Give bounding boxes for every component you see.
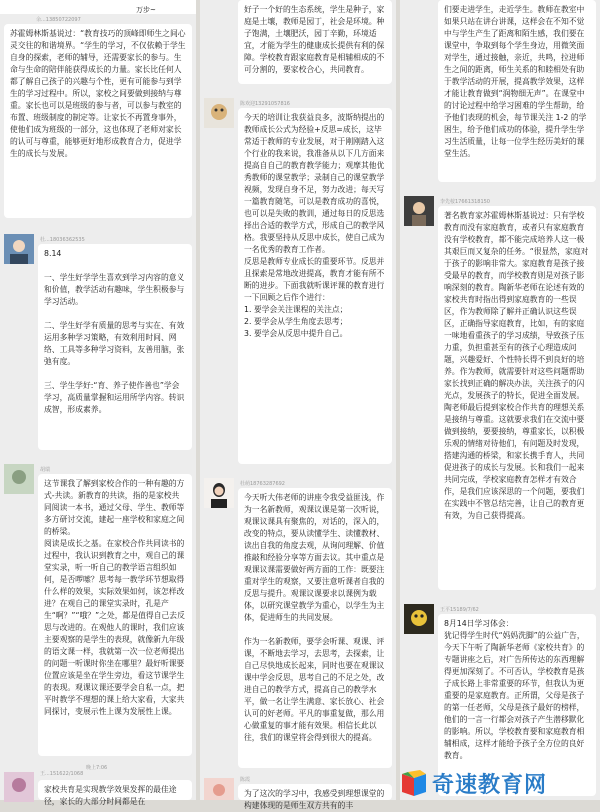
sender-name: 余...13850722097 — [36, 17, 81, 23]
message-text: 今天的培训让我获益良多，波斯纳提出的教师成长公式为经验+反思=成长，这毕常适于教师的专业发展，对于刚刚踏入这个行业的我来说，我准备从以下几方面来提高自自己的教育教学能力；观摩其他优秀教师的课堂教学；录制自己的课堂教学视频，发现自身不足，努力改进；每天写一篇教育随笔，可以是教育成功的喜悦，也可以是失败的教训，通过每日的反思选择出合适的教学方式，形成自己的教学风格。我要坚持从反思中成长，使自己成为一名优秀的教育工作者。 反思是教师专业成长的重要环节。反思并且探索是常地改进提高，教育才能有所不断的进步。下面我就听课评课的教育进行一下回顾之后作个进行： 1. 要学会关注课程的关注点； 2. 要学会从学生角度去思考； 3. 要学会从反思中提升自己。 — [238, 108, 392, 464]
message-text: 这节课我了解到家校合作的一种有趣的方式-共读。新教育的共读，指的是家校共同阅读一本书，通过父母、学生、教师等多方研讨交流，建起一座学校和家庭之间的桥梁。 阅读是成长之基。在家校合作共同读书的过程中，我认识到教育之中，观自己的课堂实录，听一听自己的教学语言组织如何，是否啰嗦？思考每一教学环节想取得什么样的效果，实际效果如何，该怎样改进？在观自己的课堂实录时，孔是产生“啊？”“哦？”之处，都是值得自己去反思与改进的。在观他人的课时，我们应该主要观察的是学生的表现，就像新九年级的语文课一样，我就第一次一位老师提出的问题一听课时你坐在哪里？最好听课要位置应该是坐在学生旁边，看这节课学生的表现。观课议课还要学会自私一点，把平时教学不理想的课上给大家看，大家共同探讨，变展示性上课为发展性上课。 — [38, 474, 192, 756]
screenshot-column-3 — [400, 0, 600, 800]
message-text: 家校共育是实现教学效果发挥的最佳途径，家长的大部分时间都是在 — [38, 780, 192, 800]
book-logo-icon — [400, 770, 428, 796]
chat-message — [200, 0, 396, 88]
avatar-icon — [4, 772, 34, 802]
avatar[interactable] — [204, 98, 234, 128]
sender-name: 王...151622/1068 — [40, 771, 84, 777]
avatar-icon — [204, 778, 234, 800]
avatar[interactable] — [404, 196, 434, 226]
site-logo — [400, 768, 596, 798]
message-text: 万步~ — [130, 0, 192, 14]
timestamp: 晚上7:06 — [86, 765, 108, 771]
screenshot-column-2 — [200, 0, 396, 810]
message-text: 为了这次的学习中，我感受到理想课堂的构建体现的是师生双方共有的丰 — [238, 784, 392, 800]
chat-message — [200, 92, 396, 468]
avatar-icon — [4, 464, 34, 494]
chat-message — [400, 0, 600, 186]
chat-message — [0, 228, 196, 454]
chat-message — [0, 768, 196, 806]
sender-name: 杜萌18763287692 — [240, 481, 285, 487]
sender-name: 陈欢迎13291057816 — [240, 101, 290, 107]
chat-message — [200, 776, 396, 810]
message-text: 好子一个好的生态系统，学生是种子，家庭是土壤，教师是园丁，社会是环境。种子饱满，土壤肥沃，园丁辛勤，环境适宜，才能为学生的健康成长提供有利的保障。学校教育跟家庭教育是相辅相成的不可分割的，要家校合心，共同教育。 — [238, 0, 392, 84]
avatar[interactable] — [204, 478, 234, 508]
chat-message — [0, 14, 196, 222]
avatar-icon — [404, 604, 434, 634]
sender-name: 胡瑞 — [40, 467, 51, 473]
avatar[interactable] — [4, 772, 34, 802]
avatar[interactable] — [204, 778, 234, 800]
sender-name: 王平15189/7/62 — [440, 607, 479, 613]
avatar-icon — [404, 196, 434, 226]
sender-name: 陈霞 — [240, 777, 251, 783]
avatar[interactable] — [4, 464, 34, 494]
message-text: 苏霍姆林斯基说过：“教育技巧的顶峰即师生之间心灵交往的和谐境界。“学生的学习，不仅依赖于学生自身的探索，老师的辅导，还需要家长的参与。生命与生命的陪伴能获得成长的力量。家长比任何人都了解自己孩子的兴趣与个性，更有可能参与到学生的学习过程中。所以，家校之间要做到接纳与尊重。家长也可以是班级的参与者，可以参与教室的布置、班级制度的制定等。让家长不再置身事外，使他们成为班级的一部分，这也体现了老师对家长的认可与尊重，能够更好地形成教育合力，促进学生的成长与发展。 — [4, 24, 192, 218]
screenshot-column-1 — [0, 0, 196, 806]
message-fragment — [0, 0, 196, 14]
message-text: 今天听大伟老师的讲座令我受益匪浅，作为一名新教师，观课议课是第一次听说，观课议课具有聚焦的，对话的，深入的，改变的特点，要从读懂学生、读懂教材、读出自我的角度去观，从询问理解、价值推敲和经验分享等方面去议。其中重点是观课议课需要做好两方面的工作：既要注重对学生的观察，又要注意听课者自我的反思与提升。观课议课要求以课例为载体，以研究课堂教学为重心，以学生为主体，促进师生的共同发展。 作为一名新教师，要学会听课、观课、评课，不断地去学习，去思考，去探索，让自己尽快地成长起来，同时也要在观课议课中学会反思，思考自己的不足之处，改进自己的教学方式，提高自己的教学水平，做一名让学生满意、家长放心、社会认可的好老师。平凡的事重复做，那么用心做重复的事才能有效果。相信长此以往，我们的课堂将会得到很大的提高。 — [238, 488, 392, 768]
sender-name: 李先桉17661318150 — [440, 199, 490, 205]
message-text: 著名教育家苏霍姆林斯基说过：只有学校教育而没有家庭教育，或者只有家庭教育没有学校教育，都不能完成培养人这一极其艰巨而又复杂的任务。“很显然，家庭对于孩子的影响非常大。家庭教育是孩子接受最早的教育，而学校教育则是对孩子影响深刻的教育。陶新华老师在论述有效的家校共育时指出得到家庭教育的一些误区，作为教师除了解并正确认识这些误区，正确指导家庭教育，比如，有的家庭一味地看重孩子的学习成绩，导致孩子压力重，负担重甚至有的孩子心理造成问题，兴趣爱好、个性特长得不到良好的培养。作为教师，就需要针对这些问题帮助家长找到正确的解决办法，关注孩子的闪光点，发展孩子的特长，促进全面发展。陶老师最后提到家校合作共育的理想关系是接纳与尊重。这就要求我们在交流中要做到接纳，要要接纳，尊重家长，以积极乐观的情绪对待他们，有问题及时发现，搭建沟通的桥梁，和家长携手育人，共同促进孩子的成长与发展。长和我们一起来共同完成，学校家庭教育怎样才有效合作，是我们应该深思的一个问题，要我们在实践中不管总结完善，让自己的教育更有效，为自己获得提高。 — [438, 206, 596, 590]
chat-message — [400, 190, 600, 594]
chat-message — [0, 458, 196, 760]
avatar-icon — [204, 478, 234, 508]
avatar[interactable] — [4, 234, 34, 264]
avatar-icon — [204, 98, 234, 128]
avatar[interactable] — [404, 604, 434, 634]
logo-text: 奇速教育网 — [432, 771, 548, 798]
avatar-icon — [4, 234, 34, 264]
chat-message — [200, 472, 396, 772]
sender-name: 杜...18036362535 — [40, 237, 85, 243]
message-text: 们要走进学生，走近学生。教师在教室中如果只站在讲台讲课，这样会在不知不觉中与学生产生了距离和陌生感，我们要在课堂中，争取到每个学生身边，用微笑面对学生，通过接触，亲近，共鸣，拉进师生之间的距离，师生关系的和睦相处有助于教学活动的开展，提高教学效果，这样才能让教育做到“润物细无声”。在课堂中的讨论过程中给学习困难的学生帮助，给予他们表现的机会，每节课关注 1-2 的学困生，给予他们成功的体验，提升学生学习生活质量，让每一位学生经历美好的课堂生活。 — [438, 0, 596, 182]
message-text: 8月14日学习体会： 犹记得学生时代“妈妈洗脚”的公益广告，今天下午听了陶新华老师《家校共育》的专题讲座之后，对广告所传达的东西理解得更加深刻了。不可否认，学校教育是孩子成长路上非常重要的环节，但我认为更重要的是家庭教育。正所谓，父母是孩子的第一任老师，父母是孩子最好的榜样，他们的一言一行都会对孩子产生潜移默化的影响。所以，学校教育要和家庭教育相辅相成，这样才能给予孩子全方位的良好教育。 — [438, 614, 596, 796]
message-text: 8.14 一、学生好学学生喜欢到学习内容的意义和价值，教学活动有趣味，学生积极参与学习活动。 二、学生好学有质量的思考与实在、有效运用多种学习策略，有效利用时间、网络、工具等多种学习资料，友善用脑，张弛有度。 三、学生学好:“育、养子使作善也”学会学习，高质量掌握和运用所学内容。转识成智，形成素养。 — [38, 244, 192, 450]
